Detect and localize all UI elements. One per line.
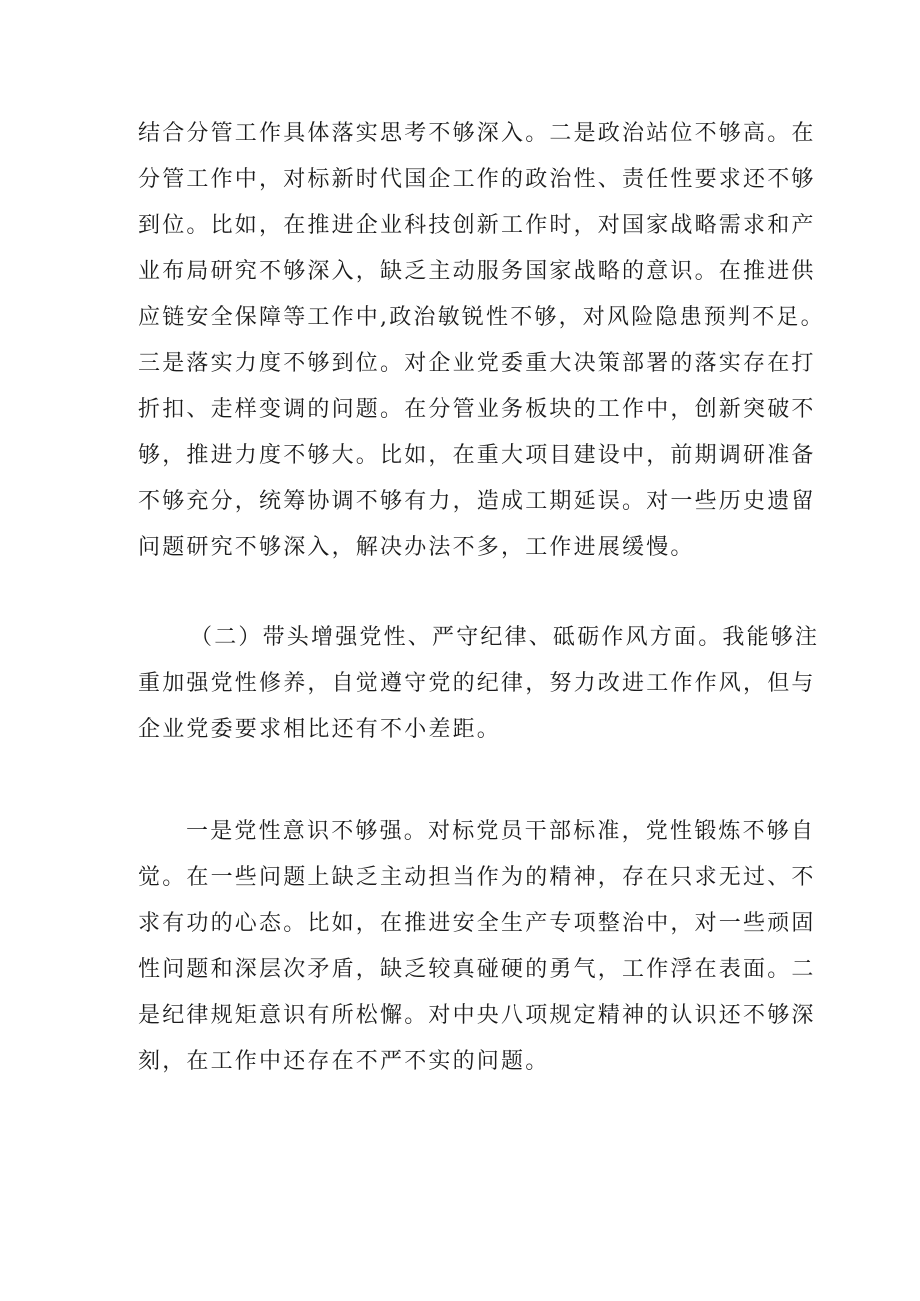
text-line: 应链安全保障等工作中,政治敏锐性不够，对风险隐患预判不足。 <box>138 305 825 330</box>
text-line: 刻，在工作中还存在不严不实的问题。 <box>138 1049 550 1074</box>
text-line: 业布局研究不够深入，缺乏主动服务国家战略的意识。在推进供 <box>138 259 816 284</box>
text-line: 三是落实力度不够到位。对企业党委重大决策部署的落实存在打 <box>138 351 816 376</box>
text-line: 一是党性意识不够强。对标党员干部标准，党性锻炼不够自 <box>186 819 816 844</box>
text-line: 到位。比如，在推进企业科技创新工作时，对国家战略需求和产 <box>138 213 816 238</box>
text-line: 不够充分，统筹协调不够有力，造成工期延误。对一些历史遗留 <box>138 489 816 514</box>
text-line: 性问题和深层次矛盾，缺乏较真碰硬的勇气，工作浮在表面。二 <box>138 957 816 982</box>
text-line: 分管工作中，对标新时代国企工作的政治性、责任性要求还不够 <box>138 167 816 192</box>
text-line: 够，推进力度不够大。比如，在重大项目建设中，前期调研准备 <box>138 443 816 468</box>
text-line: 觉。在一些问题上缺乏主动担当作为的精神，存在只求无过、不 <box>138 865 816 890</box>
text-line: 结合分管工作具体落实思考不够深入。二是政治站位不够高。在 <box>138 121 816 146</box>
text-line: 是纪律规矩意识有所松懈。对中央八项规定精神的认识还不够深 <box>138 1003 816 1028</box>
text-line: 企业党委要求相比还有不小差距。 <box>138 717 502 742</box>
text-line: 重加强党性修养，自觉遵守党的纪律，努力改进工作作风，但与 <box>138 671 816 696</box>
text-line: 折扣、走样变调的问题。在分管业务板块的工作中，创新突破不 <box>138 397 816 422</box>
text-line: 求有功的心态。比如，在推进安全生产专项整治中，对一些顽固 <box>138 911 816 936</box>
text-line: （二）带头增强党性、严守纪律、砥砺作风方面。我能够注 <box>190 625 820 650</box>
text-line: 问题研究不够深入，解决办法不多，工作进展缓慢。 <box>138 535 695 560</box>
